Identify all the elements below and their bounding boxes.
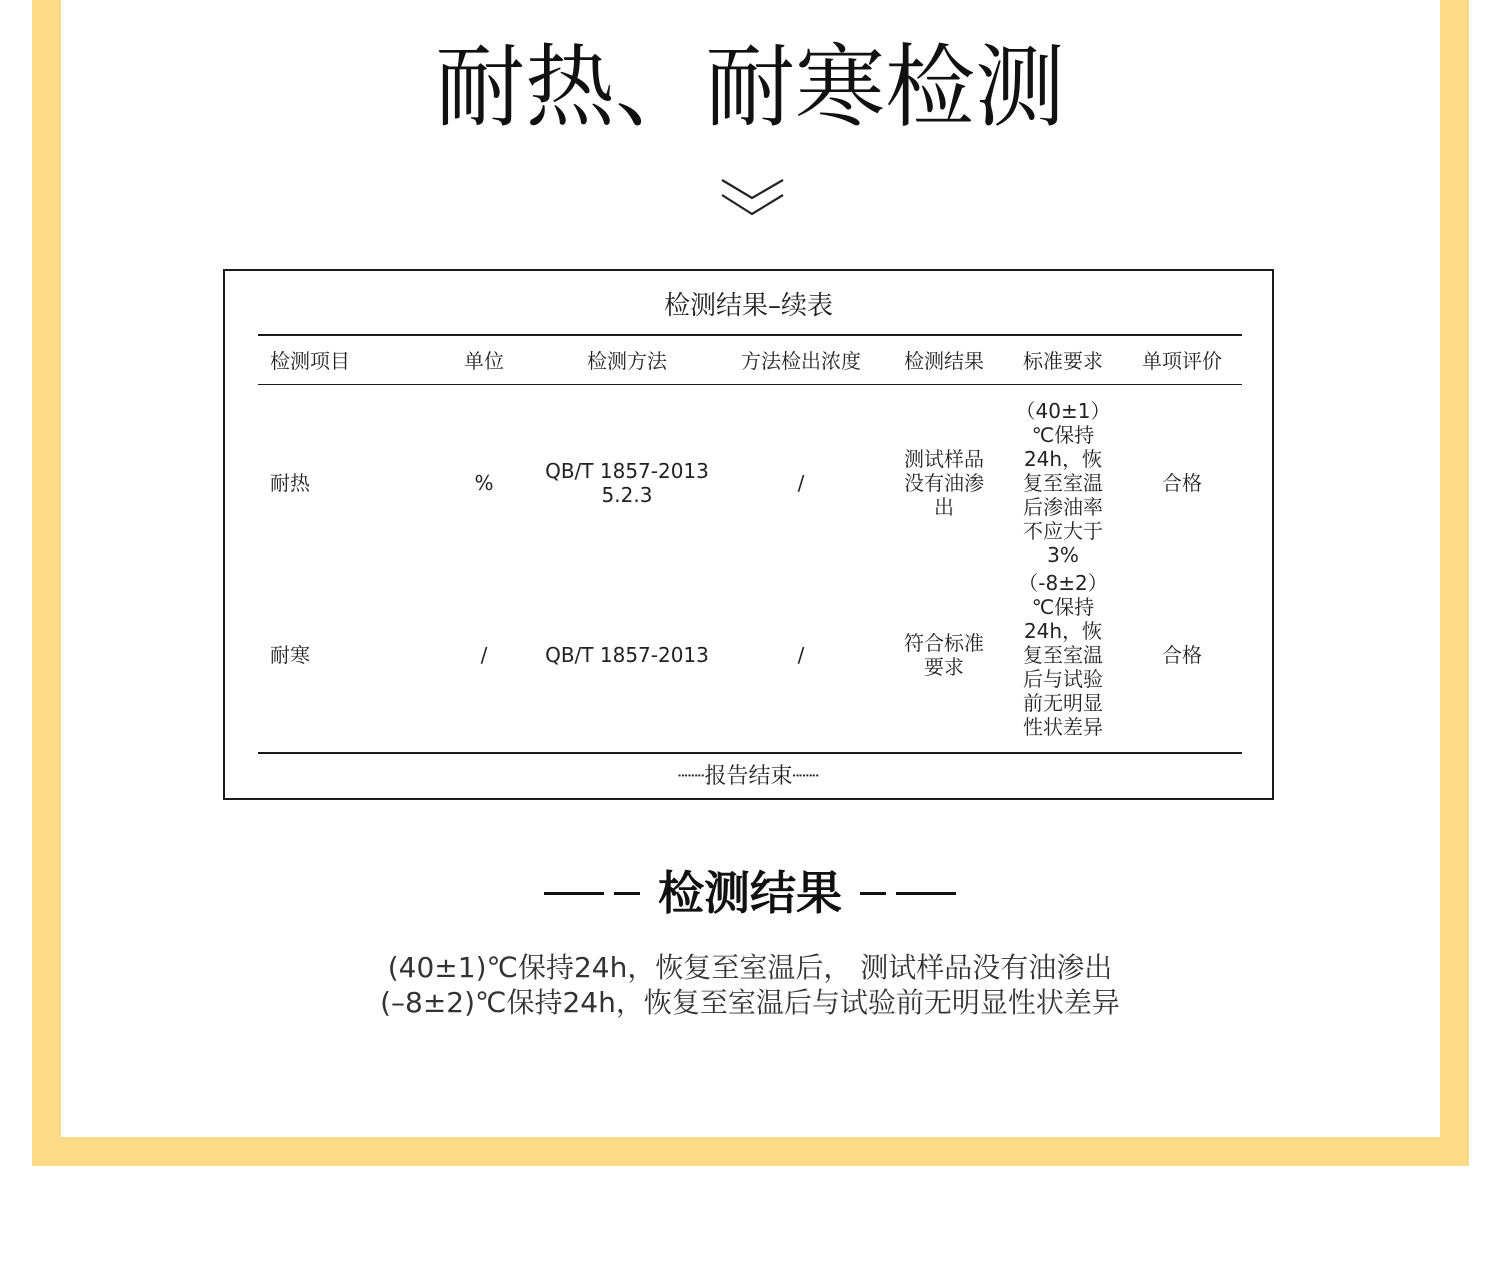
row-item-cell: [270, 397, 420, 569]
heading-rule-right-short: [860, 892, 886, 895]
page-title: 耐热、耐寒检测: [435, 35, 1065, 140]
row-evaluation-cell: [1127, 397, 1237, 569]
table-bottom-rule: [258, 752, 1242, 754]
row-standard: （-8±2） ℃保持 24h，恢 复至室温 后与试验 前无明显 性状差异: [1018, 571, 1108, 739]
row-method-cell: [542, 397, 712, 569]
row-item: 耐寒: [270, 643, 310, 667]
summary-heading-text: 检测结果: [658, 866, 842, 920]
summary-heading: [0, 865, 1500, 921]
row-evaluation: 合格: [1162, 643, 1202, 667]
table-header-row: [225, 349, 1272, 373]
header-unit: 单位: [464, 349, 504, 373]
row-result-cell: [889, 397, 999, 569]
summary-text: [0, 950, 1500, 1020]
report-title: 检测结果–续表: [663, 291, 833, 321]
row-method-cell: [542, 569, 712, 741]
header-standard: 标准要求: [1023, 349, 1103, 373]
double-chevron-down-icon: [718, 174, 788, 220]
row-standard: （40±1） ℃保持 24h，恢 复至室温 后渗油率 不应大于 3%: [1015, 399, 1111, 567]
row-standard-cell: [1008, 397, 1118, 569]
row-method: QB/T 1857-2013 5.2.3: [545, 459, 709, 507]
row-result: 符合标准 要求: [904, 631, 984, 679]
report-end-label: ┈┈报告结束┈┈: [678, 764, 819, 789]
heading-rule-left-long: [544, 892, 604, 895]
row-unit: %: [474, 471, 494, 495]
row-detection-limit-cell: [716, 397, 886, 569]
row-evaluation: 合格: [1162, 471, 1202, 495]
row-detection-limit-cell: [716, 569, 886, 741]
test-report-table: [223, 269, 1274, 800]
summary-line: (–8±2)℃保持24h，恢复至室温后与试验前无明显性状差异: [380, 986, 1120, 1019]
row-unit: /: [480, 643, 488, 667]
row-result-cell: [889, 569, 999, 741]
heading-rule-left-short: [614, 892, 640, 895]
row-detection-limit: /: [797, 471, 805, 495]
heading-rule-right-long: [896, 892, 956, 895]
table-header-rule: [258, 384, 1242, 385]
header-item: 检测项目: [270, 349, 350, 373]
row-result: 测试样品 没有油渗 出: [904, 447, 984, 519]
header-evaluation: 单项评价: [1142, 349, 1222, 373]
row-standard-cell: [1008, 569, 1118, 741]
row-method: QB/T 1857-2013: [545, 643, 709, 667]
row-detection-limit: /: [797, 643, 805, 667]
table-row: [225, 569, 1272, 741]
row-item-cell: [270, 569, 420, 741]
row-item: 耐热: [270, 471, 310, 495]
row-unit-cell: [434, 569, 534, 741]
table-top-rule: [258, 334, 1242, 336]
row-unit-cell: [434, 397, 534, 569]
header-result: 检测结果: [904, 349, 984, 373]
table-row: [225, 397, 1272, 569]
row-evaluation-cell: [1127, 569, 1237, 741]
header-detection-limit: 方法检出浓度: [741, 349, 861, 373]
header-method: 检测方法: [587, 349, 667, 373]
summary-line: (40±1)℃保持24h，恢复至室温后， 测试样品没有油渗出: [387, 951, 1113, 984]
